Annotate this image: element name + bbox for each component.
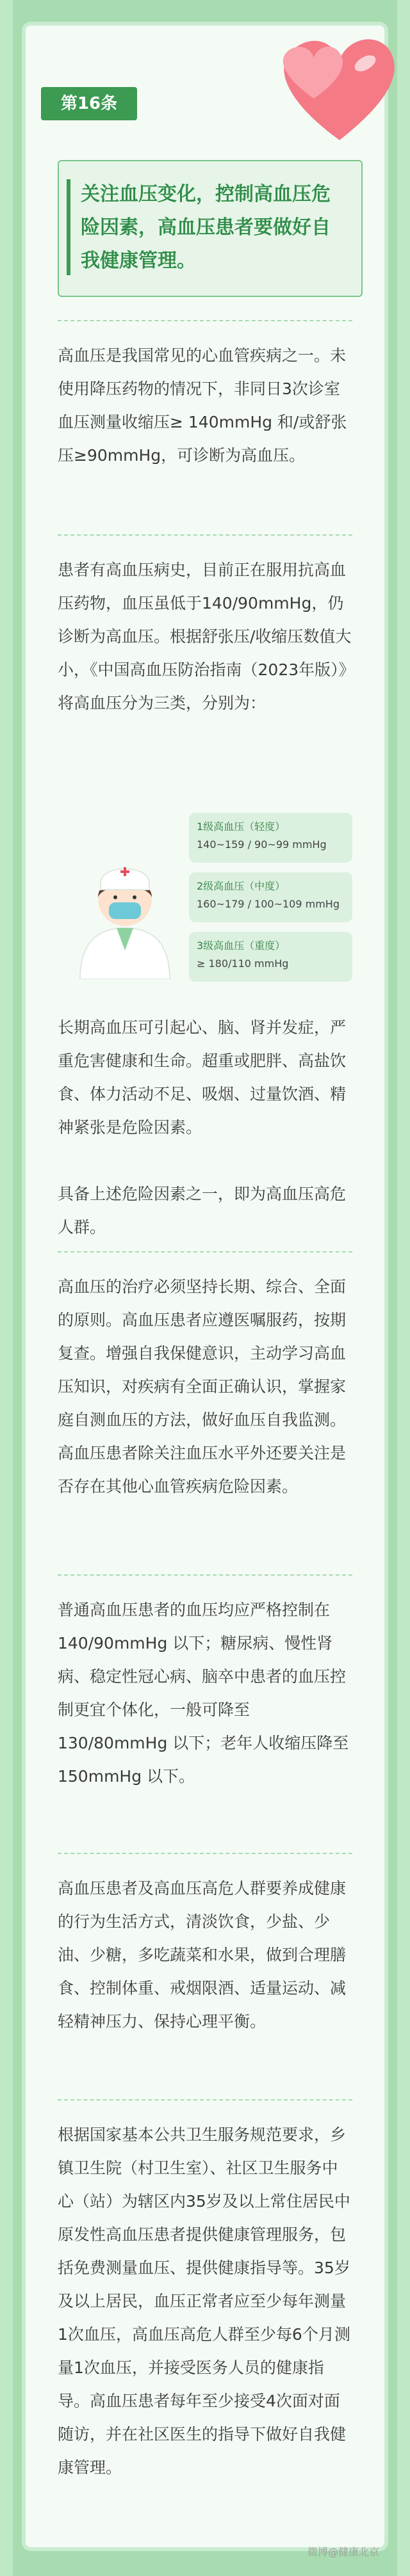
paragraph: 高血压患者及高血压高危人群要养成健康的行为生活方式，清淡饮食，少盐、少油、少糖，多吃蔬菜和水果，做到合理膳食、控制体重、戒烟限酒、适量运动、减轻精神压力、保持心理平衡。 [58,1879,347,2031]
grade-title: 3级高血压（重度） [197,940,286,952]
article-card [26,26,384,2547]
article-number-tag: 第16条 [41,87,137,120]
headline-accent-bar [67,179,70,275]
grade-card [189,872,352,922]
grade-card [189,813,352,863]
grade-range: ≥ 180/110 mmHg [197,957,289,970]
paragraph: 普通高血压患者的血压均应严格控制在 140/90mmHg 以下；糖尿病、慢性肾病、稳定性冠心病、脑卒中患者的血压控制更宜个体化，一般可降至130/80mmHg 以下；老年人收缩压降至 150mmHg 以下。 [58,1601,349,1786]
left-border-stripe [0,0,13,2576]
divider [58,320,352,321]
grade-title: 1级高血压（轻度） [197,820,286,833]
paragraph: 高血压是我国常见的心血管疾病之一。未使用降压药物的情况下，非同日3次诊室血压测量收缩压≥ 140mmHg 和/或舒张压≥90mmHg，可诊断为高血压。 [58,346,347,465]
doctor-icon [70,838,179,979]
grade-range: 160~179 / 100~109 mmHg [197,898,340,910]
headline: 关注血压变化，控制高血压危险因素，高血压患者要做好自我健康管理。 [81,183,331,272]
divider [58,534,352,536]
paragraph: 根据国家基本公共卫生服务规范要求，乡镇卫生院（村卫生室）、社区卫生服务中心（站）为辖区内35岁及以上常住居民中原发性高血压患者提供健康管理服务，包括免费测量血压、提供健康指导等。35岁及以上居民，血压正常者应至少每年测量1次血压，高血压高危人群至少每6个月测量1次血压，并接受医务人员的健康指导。高血压患者每年至少接受4次面对面随访，并在社区医生的指导下做好自我健康管理。 [58,2125,350,2477]
grade-card [189,932,352,982]
paragraph: 具备上述危险因素之一，即为高血压高危人群。 [58,1185,347,1236]
paragraph: 患者有高血压病史，目前正在服用抗高血压药物，血压虽低于140/90mmHg，仍诊断为高血压。根据舒张压/收缩压数值大小，《中国高血压防治指南（2023年版）》将高血压分为三类，分别为： [58,561,352,712]
right-border-stripe [397,0,410,2576]
divider [58,2099,352,2100]
paragraph: 高血压的治疗必须坚持长期、综合、全面的原则。高血压患者应遵医嘱服药，按期复查。增强自我保健意识，主动学习高血压知识，对疾病有全面正确认识，掌握家庭自测血压的方法，做好血压自我监测。高血压患者除关注血压水平外还要关注是否存在其他心血管疾病危险因素。 [58,1277,347,1496]
hearts-decoration-icon [243,3,404,163]
watermark: 微博@健康北京 [307,2546,379,2558]
paragraph: 长期高血压可引起心、脑、肾并发症，严重危害健康和生命。超重或肥胖、高盐饮食、体力活动不足、吸烟、过量饮酒、精神紧张是危险因素。 [58,1018,347,1137]
divider [58,1853,352,1854]
headline-box [58,160,363,297]
divider [58,1251,352,1252]
grade-range: 140~159 / 90~99 mmHg [197,838,327,851]
divider [58,1574,352,1576]
grade-title: 2级高血压（中度） [197,880,286,892]
